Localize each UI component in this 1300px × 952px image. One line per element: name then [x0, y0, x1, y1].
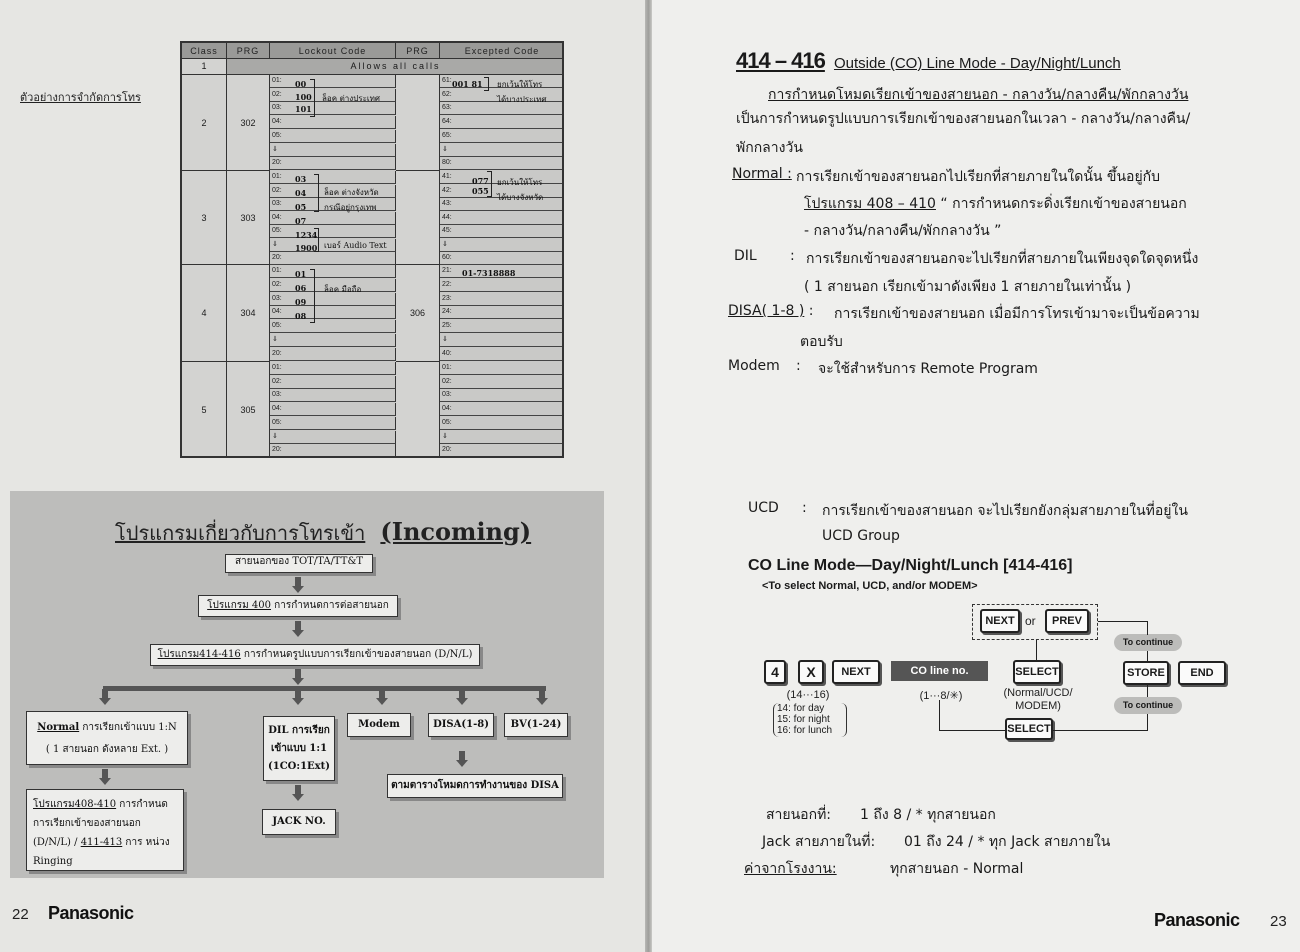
lockout-row: 02:	[270, 89, 396, 102]
default-label: ค่าจากโรงงาน:	[744, 861, 837, 877]
lockout-row: 05:	[270, 320, 396, 333]
lockout-row: 02:	[270, 376, 396, 389]
ucd-text2: UCD Group	[822, 528, 900, 544]
lockout-row: ⇓	[270, 239, 396, 252]
excepted-prg-cell	[396, 362, 440, 458]
excepted-row: 65:	[440, 130, 564, 143]
range-detail: 14: for day 15: for night 16: for lunch	[773, 703, 847, 737]
range-label: (14···16)	[786, 689, 830, 701]
header-lockout: Lockout Code	[270, 43, 396, 59]
outside-label: สายนอกที่:	[766, 807, 832, 823]
exc-g3-note1: ยกเว้นให้โทร	[497, 178, 543, 187]
brand-left: Panasonic	[48, 903, 134, 923]
excepted-row: 41:	[440, 171, 564, 184]
excepted-prg-cell: 306	[396, 265, 440, 362]
box-modem: Modem	[347, 713, 411, 737]
disa-text2: ตอบรับ	[800, 334, 843, 350]
excepted-row: 01:	[440, 362, 564, 375]
excepted-row: 25:	[440, 320, 564, 333]
outside-value: 1 ถึง 8 / * ทุกสายนอก	[860, 807, 996, 823]
lock-g4-note: ล็อค มือถือ	[324, 285, 362, 294]
lockout-row: ⇓	[270, 334, 396, 347]
prg-cell: 302	[227, 75, 270, 171]
lock-g4-2: 09	[295, 297, 307, 307]
class-cell: 4	[182, 265, 227, 362]
excepted-row: 62:	[440, 89, 564, 102]
ucd-label: UCD	[748, 500, 779, 516]
diagram-title: CO Line Mode—Day/Night/Lunch [414-416]	[748, 557, 1073, 574]
lock-g3-note1: ล็อค ต่างจังหวัด	[324, 188, 379, 197]
ucd-colon: :	[802, 500, 807, 516]
to-continue-2: To continue	[1114, 697, 1182, 714]
lockout-row: 03:	[270, 198, 396, 211]
lockout-row: 04:	[270, 403, 396, 416]
side-label: ตัวอย่างการจำกัดการโทร	[20, 91, 141, 104]
class-cell: 3	[182, 171, 227, 265]
ucd-text: การเรียกเข้าของสายนอก จะไปเรียกยังกลุ่มสายภายในที่อยู่ใน	[822, 503, 1188, 519]
exc-g2-note1: ยกเว้นให้โทร	[497, 80, 543, 89]
or-label: or	[1025, 614, 1036, 628]
right-page	[652, 0, 1300, 952]
lockout-row: 05:	[270, 130, 396, 143]
box-disa-table: ตามตารางโหมดการทำงานของ DISA	[387, 774, 563, 798]
exc-g4: 01-7318888	[462, 268, 516, 278]
dil-text: การเรียกเข้าของสายนอกจะไปเรียกที่สายภายในเพียงจุดใดจุดหนึ่ง	[806, 251, 1199, 267]
excepted-prg-cell	[396, 75, 440, 171]
header-prg2: PRG	[396, 43, 440, 59]
lockout-row: 05:	[270, 417, 396, 430]
box-jack: JACK NO.	[262, 809, 336, 835]
dil-label: DIL	[734, 248, 757, 264]
lock-g4-0: 01	[295, 269, 307, 279]
class-1: 1	[182, 59, 227, 75]
lockout-row: ⇓	[270, 431, 396, 444]
lock-g3-note3: เบอร์ Audio Text	[324, 241, 387, 250]
lockout-row: 03:	[270, 293, 396, 306]
excepted-row: 40:	[440, 348, 564, 361]
lock-g3-5: 1900	[295, 243, 318, 253]
jack-label: Jack สายภายในที่:	[762, 834, 876, 850]
lock-g3-1: 04	[295, 188, 307, 198]
box-tot: สายนอกของ TOT/TA/TT&T	[225, 554, 373, 573]
lockout-row: 05:	[270, 225, 396, 238]
excepted-row: 20:	[440, 444, 564, 457]
excepted-row: 04:	[440, 403, 564, 416]
normal-text3: - กลางวัน/กลางคืน/พักกลางวัน ”	[804, 223, 1002, 239]
excepted-row: ⇓	[440, 334, 564, 347]
desc-line2: พักกลางวัน	[736, 140, 803, 156]
prg-cell: 303	[227, 171, 270, 265]
lockout-row: 04:	[270, 306, 396, 319]
lockout-row: 01:	[270, 265, 396, 278]
key-select-bottom: SELECT	[1005, 718, 1053, 740]
box-bv: BV(1-24)	[504, 713, 568, 737]
lockout-row: 20:	[270, 444, 396, 457]
co-line-box: CO line no.	[891, 661, 988, 681]
dil-text2: ( 1 สายนอก เรียกเข้ามาดังเพียง 1 สายภายในเท่านั้น )	[804, 279, 1132, 295]
lockout-row: 02:	[270, 279, 396, 292]
excepted-row: 63:	[440, 102, 564, 115]
excepted-row: 64:	[440, 116, 564, 129]
incoming-flowchart	[10, 491, 604, 878]
dil-colon: :	[790, 248, 795, 264]
lockout-row: 01:	[270, 362, 396, 375]
key-next: NEXT	[832, 660, 880, 684]
lockout-row: 01:	[270, 75, 396, 88]
lock-g4-1: 06	[295, 283, 307, 293]
jack-value: 01 ถึง 24 / * ทุก Jack สายภายใน	[904, 834, 1111, 850]
diagram-subtitle: <To select Normal, UCD, and/or MODEM>	[762, 580, 978, 592]
desc-line1: เป็นการกำหนดรูปแบบการเรียกเข้าของสายนอกในเวลา - กลางวัน/กลางคืน/	[736, 111, 1191, 127]
exc-g3-1: 055	[472, 186, 489, 196]
lockout-row: 20:	[270, 348, 396, 361]
header-prg: PRG	[227, 43, 270, 59]
modem-label: Modem	[728, 358, 780, 374]
normal-text: การเรียกเข้าของสายนอกไปเรียกที่สายภายในใดนั้น ขึ้นอยู่กับ	[796, 169, 1161, 185]
restriction-table	[180, 41, 564, 458]
lock-g3-4: 1234	[295, 230, 318, 240]
excepted-row: 22:	[440, 279, 564, 292]
excepted-row: 23:	[440, 293, 564, 306]
lockout-row: 03:	[270, 389, 396, 402]
subtitle: การกำหนดโหมดเรียกเข้าของสายนอก - กลางวัน/กลางคืน/พักกลางวัน	[768, 87, 1189, 103]
lock-g2-note: ล็อค ต่างประเทศ	[322, 94, 380, 103]
key-end: END	[1178, 661, 1226, 685]
box-normal: Normal การเรียกเข้าแบบ 1:N ( 1 สายนอก ดังหลาย Ext. )	[26, 711, 188, 765]
box-disa: DISA(1-8)	[428, 713, 494, 737]
lock-g3-note2: กรณีอยู่กรุงเทพ	[324, 203, 377, 212]
box-prog400: โปรแกรม 400 การกำหนดการต่อสายนอก	[198, 595, 398, 617]
lockout-row: 20:	[270, 157, 396, 170]
brand-right: Panasonic	[1154, 910, 1240, 930]
normal-label: Normal :	[732, 166, 792, 182]
exc-g2-note2: ได้บางประเทศ	[497, 95, 547, 104]
page-number-left: 22	[12, 906, 29, 923]
disa-label: DISA( 1-8 ) :	[728, 303, 814, 319]
lock-g3-3: 07	[295, 216, 307, 226]
modem-colon: :	[796, 358, 801, 374]
exc-g3-0: 077	[472, 176, 489, 186]
lockout-row: ⇓	[270, 144, 396, 157]
excepted-row: ⇓	[440, 144, 564, 157]
prg-cell: 304	[227, 265, 270, 362]
exc-g3-note2: ได้บางจังหวัด	[497, 193, 544, 202]
to-continue-1: To continue	[1114, 634, 1182, 651]
select-options: (Normal/UCD/ MODEM)	[1003, 687, 1073, 712]
co-range: (1···8/✳)	[919, 690, 963, 702]
class-cell: 2	[182, 75, 227, 171]
lockout-row: 04:	[270, 116, 396, 129]
excepted-row: 05:	[440, 417, 564, 430]
header-excepted: Excepted Code	[440, 43, 564, 59]
program-heading: 414 – 416 Outside (CO) Line Mode - Day/Night/Lunch	[736, 48, 1121, 73]
excepted-row: 42:	[440, 185, 564, 198]
excepted-row: 24:	[440, 306, 564, 319]
excepted-prg-cell	[396, 171, 440, 265]
key-select: SELECT	[1013, 660, 1061, 684]
key-4: 4	[764, 660, 786, 684]
modem-text: จะใช้สำหรับการ Remote Program	[818, 361, 1038, 377]
excepted-row: 43:	[440, 198, 564, 211]
excepted-row: 03:	[440, 389, 564, 402]
lockout-row: 04:	[270, 212, 396, 225]
excepted-row: 61:	[440, 75, 564, 88]
excepted-row: 44:	[440, 212, 564, 225]
excepted-row: 80:	[440, 157, 564, 170]
normal-text2: โปรแกรม 408 – 410 “ การกำหนดกระดิ่งเรียกเข้าของสายนอก	[804, 196, 1187, 212]
lockout-row: 02:	[270, 185, 396, 198]
box-prog414: โปรแกรม414-416 การกำหนดรูปแบบการเรียกเข้าของสายนอก (D/N/L)	[150, 644, 480, 666]
box-dil: DIL การเรียก เข้าแบบ 1:1 (1CO:1Ext)	[263, 716, 335, 781]
key-prev: PREV	[1045, 609, 1089, 633]
lock-g2-1: 100	[295, 92, 312, 102]
book-spine	[645, 0, 652, 952]
lock-g3-0: 03	[295, 174, 307, 184]
default-value: ทุกสายนอก - Normal	[890, 861, 1024, 877]
header-class: Class	[182, 43, 227, 59]
prg-cell: 305	[227, 362, 270, 458]
box-prog408: โปรแกรม408-410 การกำหนด การเรียกเข้าของสายนอก (D/N/L) / 411-413 การ หน่วง Ringing	[26, 789, 184, 871]
lock-g2-0: 00	[295, 79, 307, 89]
lock-g4-3: 08	[295, 311, 307, 321]
class-cell: 5	[182, 362, 227, 458]
key-store: STORE	[1123, 661, 1169, 685]
lock-g2-2: 101	[295, 104, 312, 114]
page-number-right: 23	[1270, 913, 1287, 930]
allows-all: Allows all calls	[227, 59, 564, 75]
flow-title: โปรแกรมเกี่ยวกับการโทรเข้า (Incoming)	[115, 517, 532, 546]
lock-g3-2: 05	[295, 202, 307, 212]
excepted-row: 60:	[440, 252, 564, 265]
excepted-row: 45:	[440, 225, 564, 238]
exc-g2: 001 81	[452, 79, 483, 89]
excepted-row: ⇓	[440, 431, 564, 444]
lockout-row: 01:	[270, 171, 396, 184]
lockout-row: 20:	[270, 252, 396, 265]
key-next-top: NEXT	[980, 609, 1020, 633]
left-page	[0, 0, 645, 952]
key-x: X	[798, 660, 824, 684]
excepted-row: ⇓	[440, 239, 564, 252]
excepted-row: 02:	[440, 376, 564, 389]
disa-text: การเรียกเข้าของสายนอก เมื่อมีการโทรเข้ามาจะเป็นข้อความ	[834, 306, 1200, 322]
excepted-row: 21:	[440, 265, 564, 278]
lockout-row: 03:	[270, 102, 396, 115]
